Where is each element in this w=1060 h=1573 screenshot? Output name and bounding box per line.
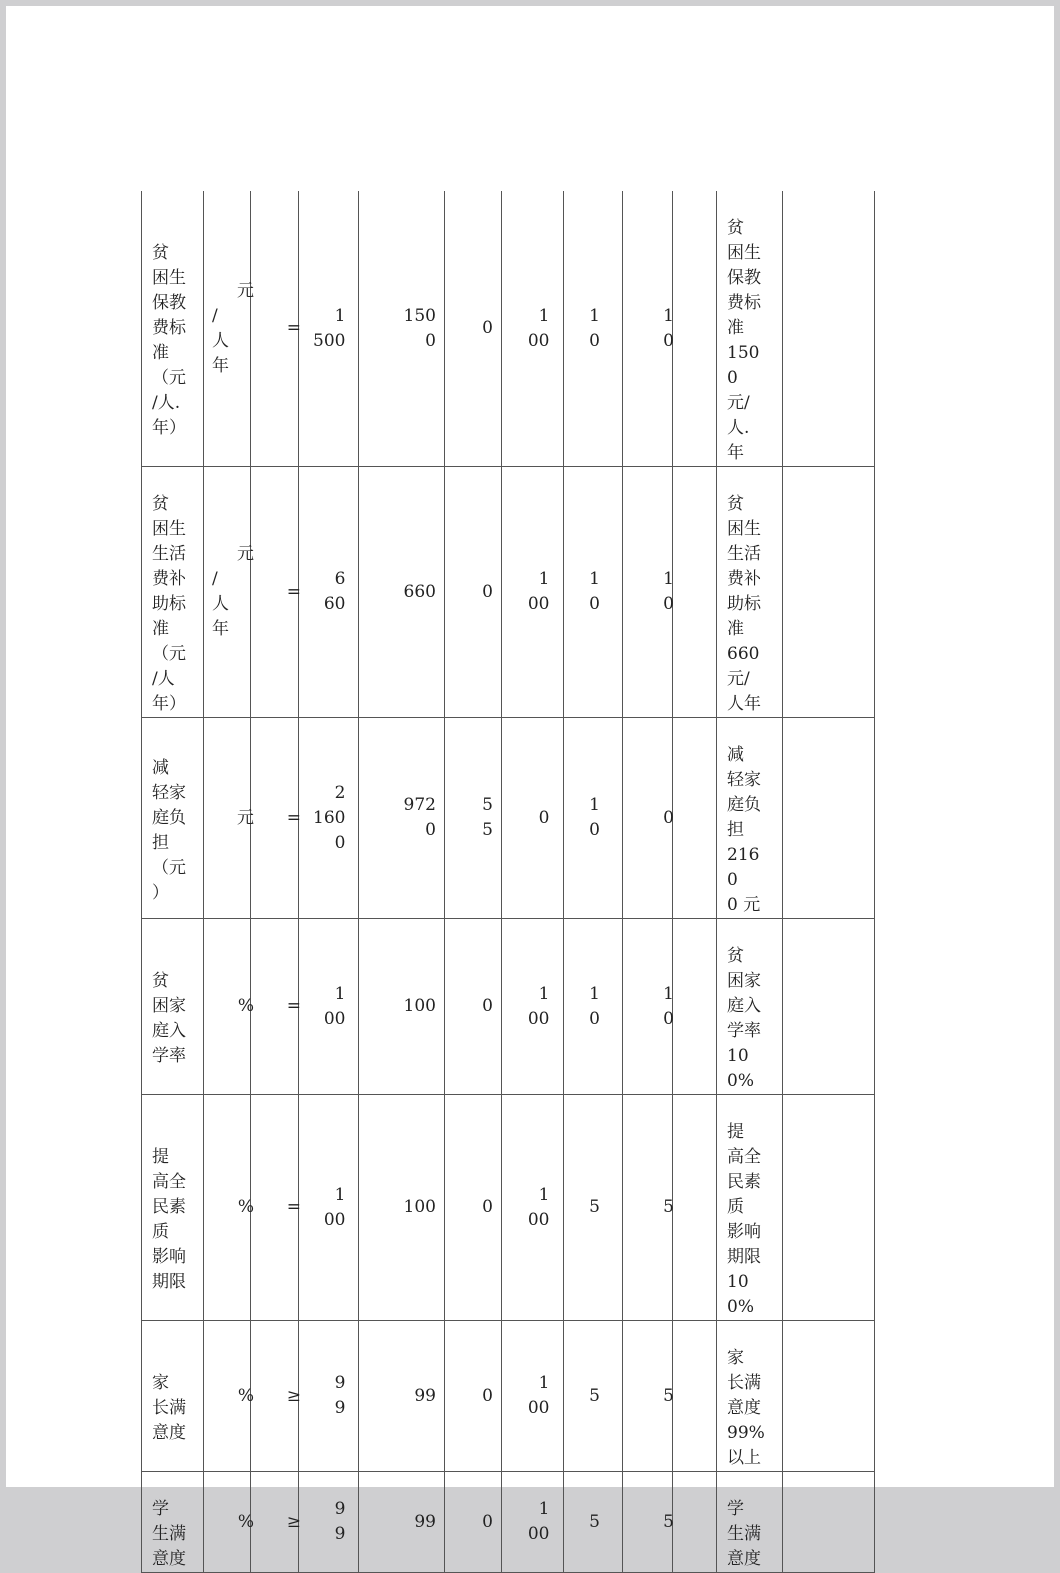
description-cell <box>717 1095 783 1321</box>
blank-cell-right <box>783 718 875 919</box>
indicator-name-cell-text: 学 生满 意度 <box>152 1499 186 1569</box>
actual-value-cell <box>359 1321 445 1472</box>
unit-cut-text: 元 <box>237 807 254 828</box>
col8-cell-text: 1 00 <box>527 983 550 1029</box>
blank-cell <box>673 467 717 718</box>
indicator-name-cell <box>142 1095 204 1321</box>
table-row <box>142 1321 875 1472</box>
col9-cell-text: 1 0 <box>589 983 600 1029</box>
col8-cell-text: 0 <box>538 807 550 828</box>
indicator-name-cell-text: 贫 困生 生活 费补 助标 准 （元 /人 年） <box>152 494 186 714</box>
indicator-name-cell-text: 贫 困家 庭入 学率 <box>152 971 186 1066</box>
blank-cell-right <box>783 467 875 718</box>
col7-cell-text: 0 <box>482 996 493 1016</box>
col8-cell <box>502 1321 564 1472</box>
description-cell-text: 贫 困生 保教 费标 准 1500 元/ 人. 年 <box>727 218 761 463</box>
col10-cell-text: 1 0 <box>663 983 674 1029</box>
col9-cell-text: 1 0 <box>589 795 600 840</box>
col10-cell-text: 1 0 <box>663 569 674 614</box>
col7-cell <box>445 191 502 467</box>
description-cell-text: 贫 困家 庭入 学率 100% <box>727 946 761 1091</box>
col9-cell <box>564 1321 623 1472</box>
target-value-cell <box>299 1321 359 1472</box>
actual-value-cell-text: 99 <box>414 1511 436 1532</box>
col9-cell-text: 5 <box>589 1197 600 1217</box>
blank-cell-right <box>783 1321 875 1472</box>
description-cell <box>717 919 783 1095</box>
col10-cell-text: 5 <box>663 1511 674 1532</box>
col8-cell-text: 1 00 <box>527 1373 550 1418</box>
col9-cell <box>564 467 623 718</box>
blank-cell <box>673 1321 717 1472</box>
blank-cell <box>673 191 717 467</box>
unit-cut-text: % <box>237 1197 254 1217</box>
operator-cell-text: = <box>286 1197 301 1217</box>
target-value-cell <box>299 718 359 919</box>
blank-cell <box>673 1095 717 1321</box>
col8-cell <box>502 1095 564 1321</box>
table-row <box>142 919 875 1095</box>
col9-cell-text: 1 0 <box>589 569 600 614</box>
col7-cell-text: 0 <box>482 318 493 338</box>
col7-cell <box>445 1321 502 1472</box>
target-value-cell-text: 6 60 <box>323 569 346 614</box>
col8-cell-text: 1 00 <box>527 1499 550 1544</box>
unit-cell <box>204 718 254 919</box>
blank-cell-right <box>783 1472 875 1573</box>
actual-value-cell <box>359 718 445 919</box>
blank-cell-right <box>783 919 875 1095</box>
col8-cell <box>502 1472 564 1573</box>
target-value-cell <box>299 919 359 1095</box>
col10-cell-text: 0 <box>663 807 674 828</box>
col9-cell-text: 5 <box>589 1385 600 1406</box>
col10-cell <box>623 1472 673 1573</box>
unit-cut-text: 元 <box>237 280 254 301</box>
actual-value-cell <box>359 1095 445 1321</box>
actual-value-cell <box>359 919 445 1095</box>
description-cell-text: 学 生满 意度 <box>727 1499 761 1569</box>
actual-value-cell-text: 99 <box>414 1385 436 1406</box>
col10-cell-text: 1 0 <box>663 305 674 351</box>
description-cell-text: 提 高全 民素 质 影响 期限 100% <box>727 1122 761 1317</box>
col10-cell <box>623 191 673 467</box>
col7-cell <box>445 1472 502 1573</box>
target-value-cell-text: 9 9 <box>334 1373 346 1418</box>
operator-cell <box>251 919 299 1095</box>
col10-cell-text: 5 <box>663 1385 674 1406</box>
operator-cell <box>251 1472 299 1573</box>
col10-cell <box>623 1095 673 1321</box>
description-cell <box>717 1472 783 1573</box>
blank-cell <box>673 919 717 1095</box>
indicator-name-cell-text: 减 轻家 庭负 担 （元 ） <box>152 757 186 903</box>
unit-cell <box>204 1321 254 1472</box>
actual-value-cell-text: 972 0 <box>403 795 436 840</box>
operator-cell <box>251 718 299 919</box>
actual-value-cell-text: 660 <box>403 581 436 602</box>
col10-cell <box>623 467 673 718</box>
blank-cell <box>673 718 717 919</box>
col7-cell <box>445 919 502 1095</box>
target-value-cell <box>299 1095 359 1321</box>
actual-value-cell <box>359 191 445 467</box>
table-row <box>142 1095 875 1321</box>
target-value-cell-text: 2 1600 <box>313 782 346 853</box>
unit-cut-text: % <box>237 996 254 1016</box>
col9-cell <box>564 1095 623 1321</box>
unit-cut-text: % <box>237 1385 254 1406</box>
col8-cell <box>502 467 564 718</box>
col7-cell <box>445 718 502 919</box>
col9-cell-text: 5 <box>589 1511 600 1532</box>
operator-cell-text: ≥ <box>286 1385 301 1406</box>
col7-cell-text: 0 <box>482 581 493 602</box>
performance-indicator-table <box>141 191 875 1573</box>
blank-cell-right <box>783 191 875 467</box>
col7-cell-text: 5 5 <box>482 795 493 840</box>
operator-cell-text: = <box>286 807 301 828</box>
col8-cell-text: 1 00 <box>527 569 550 614</box>
description-cell <box>717 1321 783 1472</box>
indicator-name-cell <box>142 1472 204 1573</box>
col10-cell <box>623 718 673 919</box>
description-cell <box>717 718 783 919</box>
target-value-cell-text: 9 9 <box>334 1499 346 1544</box>
indicator-name-cell-text: 提 高全 民素 质 影响 期限 <box>152 1147 186 1292</box>
unit-cell <box>204 191 254 467</box>
actual-value-cell-text: 150 0 <box>403 305 436 351</box>
col8-cell <box>502 191 564 467</box>
unit-cut-text: % <box>237 1511 254 1532</box>
unit-cut-text: 元 <box>237 544 254 564</box>
indicator-name-cell-text: 贫 困生 保教 费标 准 （元 /人. 年） <box>152 243 186 438</box>
col9-cell <box>564 718 623 919</box>
unit-cell <box>204 1095 254 1321</box>
col7-cell <box>445 467 502 718</box>
target-value-cell <box>299 467 359 718</box>
operator-cell <box>251 1095 299 1321</box>
col9-cell-text: 1 0 <box>589 305 600 351</box>
col8-cell <box>502 919 564 1095</box>
col9-cell <box>564 919 623 1095</box>
target-value-cell-text: 1 500 <box>313 305 346 351</box>
operator-cell <box>251 467 299 718</box>
indicator-name-cell <box>142 467 204 718</box>
indicator-name-cell <box>142 1321 204 1472</box>
table-row <box>142 467 875 718</box>
operator-cell <box>251 1321 299 1472</box>
unit-cell <box>204 467 254 718</box>
unit-cell <box>204 1472 254 1573</box>
description-cell-text: 贫 困生 生活 费补 助标 准 660 元/ 人年 <box>727 494 761 714</box>
col8-cell <box>502 718 564 919</box>
operator-cell <box>251 191 299 467</box>
col7-cell-text: 0 <box>482 1385 493 1406</box>
document-page <box>6 6 1054 1569</box>
col9-cell <box>564 1472 623 1573</box>
table-row <box>142 1472 875 1573</box>
actual-value-cell-text: 100 <box>403 1197 436 1217</box>
col7-cell-text: 0 <box>482 1197 493 1217</box>
description-cell-text: 家 长满 意度 99% 以上 <box>727 1348 765 1468</box>
operator-cell-text: = <box>286 996 301 1016</box>
col10-cell-text: 5 <box>663 1197 674 1217</box>
description-cell <box>717 191 783 467</box>
unit-cell <box>204 919 254 1095</box>
col8-cell-text: 1 00 <box>527 305 550 351</box>
actual-value-cell-text: 100 <box>403 996 436 1016</box>
indicator-name-cell <box>142 919 204 1095</box>
indicator-name-cell-text: 家 长满 意度 <box>152 1373 186 1443</box>
description-cell <box>717 467 783 718</box>
target-value-cell-text: 1 00 <box>323 983 346 1029</box>
operator-cell-text: ≥ <box>286 1511 301 1532</box>
blank-cell <box>673 1472 717 1573</box>
indicator-name-cell <box>142 191 204 467</box>
actual-value-cell <box>359 1472 445 1573</box>
target-value-cell <box>299 1472 359 1573</box>
operator-cell-text: = <box>286 318 301 338</box>
target-value-cell-text: 1 00 <box>323 1184 346 1230</box>
unit-text: / 人 年 <box>212 569 229 639</box>
blank-cell-right <box>783 1095 875 1321</box>
col8-cell-text: 1 00 <box>527 1184 550 1230</box>
target-value-cell <box>299 191 359 467</box>
col9-cell <box>564 191 623 467</box>
col7-cell-text: 0 <box>482 1511 493 1532</box>
actual-value-cell <box>359 467 445 718</box>
col10-cell <box>623 1321 673 1472</box>
indicator-name-cell <box>142 718 204 919</box>
col7-cell <box>445 1095 502 1321</box>
unit-text: / 人 年 <box>212 305 229 376</box>
table-row <box>142 191 875 467</box>
operator-cell-text: = <box>286 581 301 602</box>
table-row <box>142 718 875 919</box>
description-cell-text: 减 轻家 庭负 担 2160 0 元 <box>727 745 761 915</box>
col10-cell <box>623 919 673 1095</box>
